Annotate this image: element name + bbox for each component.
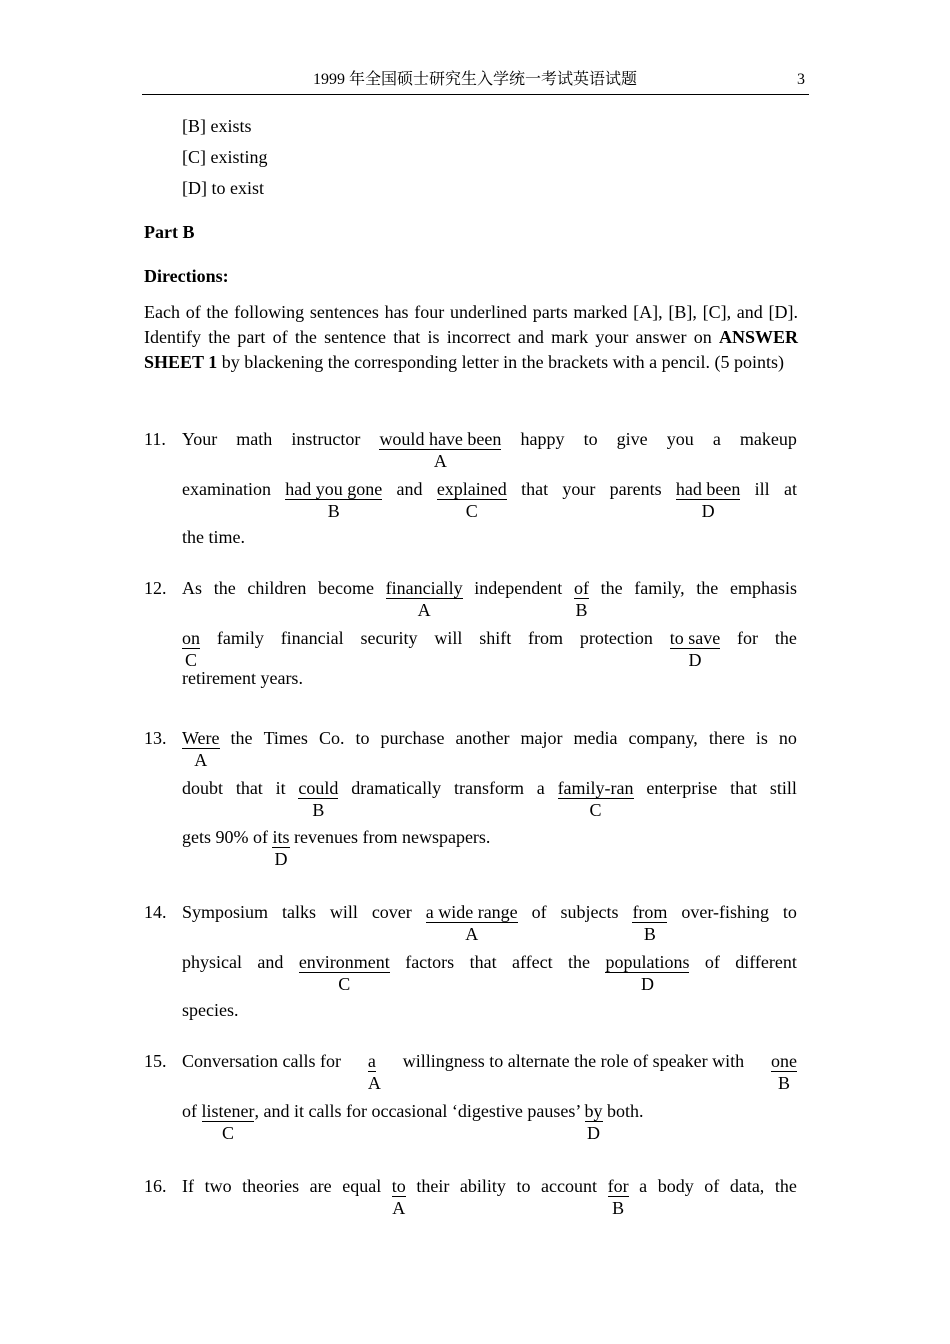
part-marker-d: D: [688, 650, 702, 670]
directions-text-after: by blackening the corresponding letter in the brackets with a pencil. (5 points): [217, 352, 785, 372]
question-line: [182, 578, 797, 620]
word: media: [573, 728, 618, 748]
underlined-text: Were: [182, 728, 220, 748]
part-marker-c: C: [338, 974, 351, 994]
question-line: [182, 429, 797, 471]
word: talks: [281, 902, 316, 922]
word: physical: [182, 952, 242, 972]
part-marker-a: A: [417, 600, 431, 620]
text-run: both.: [602, 1101, 644, 1121]
word: Symposium: [182, 902, 269, 922]
word: that: [235, 778, 263, 798]
underlined-text: had been: [675, 479, 741, 499]
option-d: [D] to exist: [182, 178, 264, 198]
word: factors: [405, 952, 455, 972]
word: you: [666, 429, 694, 449]
underlined-part-d: [669, 628, 721, 670]
word: transform: [453, 778, 524, 798]
word: instructor: [291, 429, 361, 449]
word: Co.: [318, 728, 345, 748]
question-tail: the time.: [182, 527, 245, 547]
word: ill: [754, 479, 770, 499]
word: independent: [474, 578, 563, 598]
underlined-part-d: [605, 952, 690, 994]
underlined-text: for: [607, 1176, 629, 1196]
question-line: [182, 902, 797, 944]
text-run: of: [182, 1101, 202, 1121]
part-marker-c: C: [465, 501, 478, 521]
part-marker-c: C: [589, 800, 602, 820]
question-line: [182, 1176, 797, 1218]
part-marker-a: A: [194, 750, 208, 770]
word: for: [737, 628, 759, 648]
question-line: [182, 952, 797, 994]
underlined-text: on: [182, 628, 200, 648]
question-number: 16.: [144, 1176, 167, 1196]
word: two: [204, 1176, 232, 1196]
question-line: [182, 628, 797, 670]
word: will: [329, 902, 358, 922]
word: happy: [520, 429, 565, 449]
directions-text: [144, 300, 798, 375]
underlined-part-b: [573, 578, 589, 620]
underlined-text: listener: [201, 1101, 255, 1121]
word: account: [541, 1176, 598, 1196]
question-number: 14.: [144, 902, 167, 922]
header-rule: [142, 94, 809, 95]
word: to: [782, 902, 797, 922]
underlined-part-a: [385, 578, 463, 620]
question-tail: species.: [182, 1000, 239, 1020]
word: the: [774, 628, 797, 648]
underlined-text: environment: [298, 952, 390, 972]
underlined-text: by: [584, 1101, 603, 1121]
word: Your: [182, 429, 218, 449]
part-title: Part B: [144, 222, 195, 242]
word: theories: [242, 1176, 300, 1196]
part-marker-c: C: [221, 1123, 234, 1143]
page-number: 3: [797, 71, 805, 88]
underlined-text: to save: [669, 628, 721, 648]
underlined-part-c: [436, 479, 507, 521]
word: major: [520, 728, 563, 748]
part-marker-b: B: [575, 600, 588, 620]
word: a: [712, 429, 721, 449]
question-number: 13.: [144, 728, 167, 748]
word: that: [469, 952, 497, 972]
word: to: [355, 728, 370, 748]
part-marker-d: D: [640, 974, 654, 994]
word: security: [360, 628, 418, 648]
word: family,: [634, 578, 685, 598]
text-run: revenues from newspapers.: [289, 827, 491, 847]
underlined-part-c: [557, 778, 634, 820]
part-marker-a: A: [433, 451, 447, 471]
underlined-text: family-ran: [557, 778, 634, 798]
word: body: [657, 1176, 694, 1196]
underlined-part-d: [675, 479, 741, 521]
question-tail: [182, 1101, 644, 1143]
word: children: [247, 578, 307, 598]
underlined-text: a: [367, 1051, 376, 1071]
word: that: [521, 479, 549, 499]
word: of: [531, 902, 547, 922]
word: equal: [342, 1176, 382, 1196]
underlined-text: would have been: [379, 429, 502, 449]
word: the: [600, 578, 623, 598]
text-run: , and it calls for occasional ‘digestive pauses’: [254, 1101, 585, 1121]
word: to: [583, 429, 598, 449]
word: that: [730, 778, 758, 798]
underlined-text: one: [771, 1051, 797, 1071]
word: data,: [729, 1176, 765, 1196]
word: will: [434, 628, 463, 648]
word: subjects: [560, 902, 619, 922]
word: of: [704, 1176, 720, 1196]
part-marker-b: B: [327, 501, 340, 521]
underlined-part-b: [607, 1176, 629, 1218]
word: company,: [628, 728, 698, 748]
underlined-text: of: [573, 578, 589, 598]
underlined-text: a wide range: [425, 902, 518, 922]
answer-sheet-label: ANSWER SHEET 1: [144, 327, 798, 372]
underlined-text: could: [298, 778, 339, 798]
underlined-part-a: [425, 902, 518, 944]
word: purchase: [380, 728, 445, 748]
word: their: [416, 1176, 450, 1196]
word: doubt: [182, 778, 224, 798]
word: there: [708, 728, 745, 748]
part-marker-a: A: [465, 924, 479, 944]
word: shift: [479, 628, 512, 648]
underlined-text: explained: [436, 479, 507, 499]
word: another: [455, 728, 510, 748]
question-tail: [182, 827, 491, 869]
part-marker-b: B: [612, 1198, 625, 1218]
word: Times: [263, 728, 308, 748]
question-line: [182, 778, 797, 820]
word: the: [774, 1176, 797, 1196]
part-marker-a: A: [367, 1073, 381, 1093]
underlined-part-c: [182, 628, 200, 670]
question-tail: retirement years.: [182, 668, 303, 688]
word: become: [318, 578, 374, 598]
underlined-text: from: [632, 902, 668, 922]
word: math: [236, 429, 273, 449]
word: emphasis: [729, 578, 797, 598]
word: the: [696, 578, 719, 598]
word: If: [182, 1176, 194, 1196]
underlined-text: to: [391, 1176, 406, 1196]
word: willingness to alternate the role of speaker with: [402, 1051, 745, 1071]
word: As: [182, 578, 203, 598]
directions-title: Directions:: [144, 266, 229, 286]
word: ability: [459, 1176, 506, 1196]
part-marker-b: B: [312, 800, 325, 820]
underlined-text: its: [272, 827, 290, 847]
word: dramatically: [351, 778, 442, 798]
word: to: [516, 1176, 531, 1196]
underlined-part-a: [391, 1176, 406, 1218]
directions-text-before: Each of the following sentences has four underlined parts marked [A], [B], [C], and [D]. Identify the part of the sentence that is incorrect and mark your answer on: [144, 302, 798, 347]
question-number: 11.: [144, 429, 166, 449]
underlined-part-b: [298, 778, 339, 820]
word: a: [639, 1176, 648, 1196]
option-b: [B] exists: [182, 116, 252, 136]
underlined-part-b: [632, 902, 668, 944]
page-header-title: 1999 年全国硕士研究生入学统一考试英语试题: [312, 71, 637, 88]
word: is: [755, 728, 768, 748]
word: and: [257, 952, 284, 972]
option-c: [C] existing: [182, 147, 268, 167]
underlined-text: had you gone: [285, 479, 383, 499]
word: your: [562, 479, 596, 499]
underlined-part-d: [584, 1101, 603, 1143]
word: are: [309, 1176, 332, 1196]
word: the: [213, 578, 236, 598]
word: over-fishing: [681, 902, 769, 922]
word: still: [769, 778, 797, 798]
word: financial: [280, 628, 344, 648]
word: enterprise: [646, 778, 718, 798]
word: give: [616, 429, 648, 449]
word: the: [568, 952, 591, 972]
word: family: [216, 628, 264, 648]
word: from: [528, 628, 564, 648]
underlined-part-b: [771, 1051, 797, 1093]
underlined-part-d: [272, 827, 290, 869]
underlined-text: financially: [385, 578, 463, 598]
underlined-part-a: [182, 728, 220, 770]
word: at: [783, 479, 797, 499]
word: a: [536, 778, 545, 798]
question-line: [182, 1051, 797, 1093]
word: no: [778, 728, 797, 748]
word: parents: [609, 479, 662, 499]
underlined-part-c: [201, 1101, 255, 1143]
word: of: [704, 952, 720, 972]
word: cover: [371, 902, 412, 922]
part-marker-d: D: [274, 849, 288, 869]
part-marker-a: A: [392, 1198, 406, 1218]
part-marker-b: B: [643, 924, 656, 944]
part-marker-d: D: [587, 1123, 601, 1143]
word: the: [230, 728, 253, 748]
part-marker-c: C: [184, 650, 197, 670]
word: and: [396, 479, 423, 499]
question-number: 12.: [144, 578, 167, 598]
underlined-part-a: [367, 1051, 381, 1093]
underlined-part-a: [379, 429, 502, 471]
word: protection: [579, 628, 653, 648]
question-number: 15.: [144, 1051, 167, 1071]
word: different: [735, 952, 797, 972]
part-marker-b: B: [777, 1073, 790, 1093]
underlined-part-b: [285, 479, 383, 521]
underlined-text: populations: [605, 952, 690, 972]
part-marker-d: D: [701, 501, 715, 521]
word: Conversation calls for: [182, 1051, 341, 1071]
word: makeup: [739, 429, 797, 449]
question-line: [182, 728, 797, 770]
question-line: [182, 479, 797, 521]
word: examination: [182, 479, 271, 499]
word: it: [275, 778, 286, 798]
word: affect: [512, 952, 553, 972]
underlined-part-c: [298, 952, 390, 994]
text-run: gets 90% of: [182, 827, 273, 847]
